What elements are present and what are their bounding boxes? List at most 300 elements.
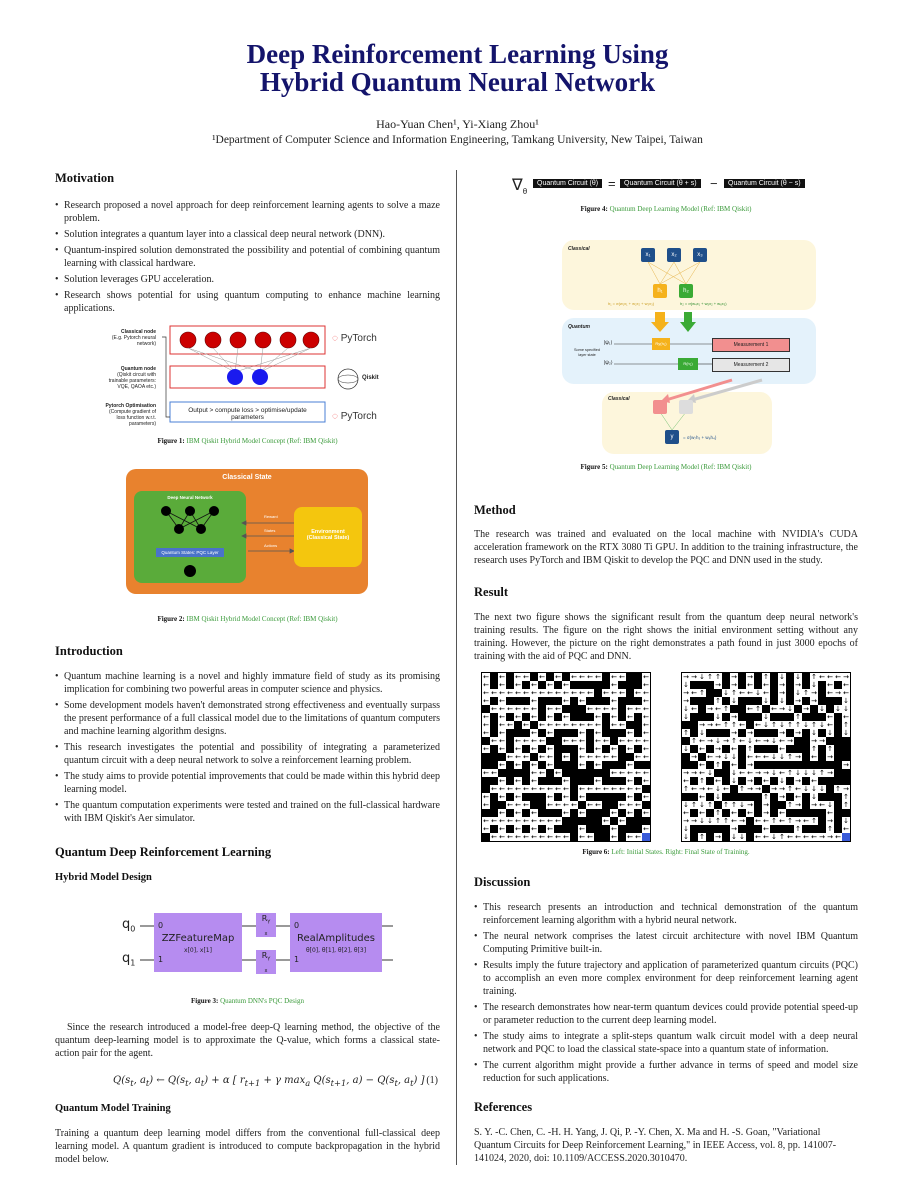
maze-cell: ← [595,801,601,809]
maze-cell: ↑ [787,769,793,777]
figure-4-caption: Figure 4: Quantum Deep Learning Model (Ref: IBM Qiskit) [580,205,752,213]
maze-cell [690,745,698,753]
maze-cell [570,793,578,801]
maze-cell [570,729,578,737]
maze-cell: ↑ [683,785,689,793]
maze-cell: ← [755,817,761,825]
maze-cell: ← [507,689,513,697]
maze-cell: ← [827,721,833,729]
maze-cell: → [779,785,785,793]
maze-cell [802,729,810,737]
maze-cell: ← [563,833,569,841]
maze-cell [554,793,562,801]
maze-cell [498,753,506,761]
maze-cell: ↑ [747,745,753,753]
zz-index-0: 0 [158,921,164,930]
maze-cell: ← [515,673,521,681]
maze-cell: ↑ [771,817,777,825]
maze-cell [738,713,746,721]
maze-cell: ← [539,673,545,681]
maze-cell [530,721,538,729]
figure-5-caption: Figure 5: Quantum Deep Learning Model (Ref: IBM Qiskit) [580,463,752,471]
output-box-text: Output > compute loss > optimise/update parameters [188,407,307,421]
maze-cell: ← [779,817,785,825]
maze-cell: ← [699,769,705,777]
maze-cell [634,793,642,801]
measurement-1: Measurement 1 [712,338,790,352]
maze-cell: ↓ [683,745,689,753]
maze-cell: ← [747,705,753,713]
maze-cell: ← [579,833,585,841]
maze-cell: ← [627,809,633,817]
maze-cell: ← [547,817,553,825]
maze-cell: ↑ [763,673,769,681]
maze-cell [482,785,490,793]
maze-cell [634,761,642,769]
maze-cell: ← [763,777,769,785]
maze-initial-state [481,672,651,842]
maze-cell: → [715,745,721,753]
maze-cell: ← [643,721,649,729]
maze-cell: ← [515,785,521,793]
maze-cell: ← [499,737,505,745]
method-text: The research was trained and evaluated on the local machine with NVIDIA's CUDA acceleration framework on the RTX 3080 Ti GPU. In addition to the training infrastructure, the research uses PyTorch and IBM Qiskit to develop the PQC and DNN used in the study. [474,529,858,566]
maze-cell [706,745,714,753]
maze-cell: ← [579,809,585,817]
maze-cell: → [707,721,713,729]
maze-cell [810,809,818,817]
maze-cell: ← [515,833,521,841]
maze-cell: ← [523,785,529,793]
maze-cell: ↑ [755,705,761,713]
maze-cell: ← [611,785,617,793]
maze-cell [546,777,554,785]
maze-cell [770,713,778,721]
maze-cell: ← [827,713,833,721]
maze-cell: ← [755,833,761,841]
maze-cell: ← [587,833,593,841]
maze-cell: ← [707,785,713,793]
list-item: • The neural network comprises the latest circuit architecture with novel IBM Quantum Computing Primitive built-in. [483,930,858,956]
maze-cell: ← [547,713,553,721]
maze-cell [490,745,498,753]
maze-cell: ← [611,697,617,705]
maze-cell [842,777,850,785]
maze-cell: → [795,697,801,705]
maze-cell: ↑ [723,817,729,825]
maze-cell [554,745,562,753]
maze-cell [570,697,578,705]
maze-cell [834,777,842,785]
maze-cell [738,809,746,817]
maze-cell [490,713,498,721]
maze-cell: ← [795,833,801,841]
maze-cell [690,793,698,801]
qdrl-section [55,846,440,884]
maze-cell: ← [731,745,737,753]
maze-cell [490,697,498,705]
maze-cell: ← [827,689,833,697]
maze-cell [770,777,778,785]
maze-cell: ← [587,801,593,809]
maze-cell: → [763,809,769,817]
maze-cell: ← [635,737,641,745]
maze-cell [586,817,594,825]
maze-cell [506,769,514,777]
maze-cell [786,761,794,769]
maze-cell [586,793,594,801]
maze-cell: → [819,833,825,841]
maze-cell [746,721,754,729]
maze-cell: ← [539,689,545,697]
h2-formula: h₂ = σ(w₄x₁ + w₅x₂ + w₆x₃) [680,301,727,306]
maze-cell: → [715,753,721,761]
maze-cell [506,745,514,753]
maze-cell: ← [611,705,617,713]
maze-cell [746,713,754,721]
maze-cell [722,809,730,817]
maze-cell [834,753,842,761]
maze-cell: ← [531,785,537,793]
maze-cell [738,825,746,833]
maze-cell [834,697,842,705]
maze-cell: ← [523,737,529,745]
maze-cell [746,817,754,825]
maze-cell: ← [619,769,625,777]
maze-cell [522,745,530,753]
maze-cell: ← [499,713,505,721]
maze-cell: ← [523,817,529,825]
maze-cell: ← [515,761,521,769]
maze-cell: → [747,761,753,769]
maze-cell [562,761,570,769]
maze-cell: ← [763,681,769,689]
method-section [474,504,858,567]
maze-cell: ← [499,825,505,833]
maze-cell [586,777,594,785]
maze-cell: ↓ [771,833,777,841]
maze-cell: ← [627,705,633,713]
maze-cell [618,681,626,689]
maze-cell: ← [539,785,545,793]
discussion-list [474,901,858,1085]
maze-cell: → [699,785,705,793]
maze-cell: ← [595,729,601,737]
maze-cell: ← [635,689,641,697]
maze-cell [514,721,522,729]
maze-cell: ← [531,697,537,705]
maze-cell: ← [555,833,561,841]
maze-cell [722,777,730,785]
list-item: • Some development models haven't demonstrated strong effectiveness and eventually surpass the present performance of a full classical model due to the limitations of quantum computers and machine learning algorithm designs. [64,699,440,738]
maze-cell: ← [499,745,505,753]
maze-cell: ← [843,713,849,721]
maze-cell [570,745,578,753]
maze-cell: ↑ [691,801,697,809]
maze-cell [634,697,642,705]
maze-cell [722,697,730,705]
maze-cell [602,801,610,809]
maze-cell [690,697,698,705]
maze-cell [602,713,610,721]
maze-cell: ↓ [843,697,849,705]
maze-cell: ← [643,689,649,697]
maze-cell: ← [531,769,537,777]
maze-cell: ↓ [723,753,729,761]
maze-cell: ← [547,825,553,833]
maze-cell [594,769,602,777]
maze-cell: → [747,673,753,681]
maze-cell [690,809,698,817]
maze-cell: → [747,801,753,809]
maze-cell [522,769,530,777]
realamplitudes-params: θ[0], θ[1], θ[2], θ[3] [305,947,367,954]
maze-cell [602,833,610,841]
maze-cell [794,761,802,769]
maze-cell: ↓ [843,729,849,737]
maze-cell: ← [483,689,489,697]
maze-cell: ← [643,793,649,801]
maze-cell [626,825,634,833]
maze-cell: ← [483,681,489,689]
q-value-paragraph: Since the research introduced a model-free deep-Q learning method, the objective of the quantum deep-learning model is to approximate the Q-value, which forms a classical state-action pair for the agent. [55,1022,440,1059]
maze-cell [594,681,602,689]
maze-cell: → [827,833,833,841]
maze-cell: ← [547,785,553,793]
maze-cell: ← [635,705,641,713]
maze-cell: ← [555,721,561,729]
maze-cell: ← [547,729,553,737]
maze-cell [754,777,762,785]
maze-cell: ← [747,689,753,697]
maze-cell: ← [627,769,633,777]
minus-symbol: − [710,176,718,191]
maze-cell [690,713,698,721]
maze-cell [698,825,706,833]
maze-cell [826,793,834,801]
maze-cell: ← [763,753,769,761]
maze-cell: ↓ [715,713,721,721]
maze-cell [618,753,626,761]
maze-cell [570,761,578,769]
maze-cell: ↑ [827,825,833,833]
maze-cell: ← [595,761,601,769]
maze-cell: ← [739,689,745,697]
maze-cell: ← [491,785,497,793]
figure-4 [512,175,822,197]
discussion-heading: Discussion [474,875,531,889]
maze-cell [602,761,610,769]
maze-cell: → [779,705,785,713]
maze-cell [546,673,554,681]
maze-cell: ← [499,809,505,817]
maze-cell: ← [699,761,705,769]
maze-cell [610,737,618,745]
maze-cell: ← [547,753,553,761]
maze-cell [746,833,754,841]
maze-cell [730,793,738,801]
maze-cell: ↓ [731,833,737,841]
maze-cell [826,777,834,785]
maze-cell: ↑ [683,729,689,737]
maze-cell [610,793,618,801]
maze-cell: ← [563,697,569,705]
maze-cell: ↓ [715,737,721,745]
maze-cell [842,833,850,841]
maze-cell: → [811,689,817,697]
discussion-section [474,876,858,1088]
h3-node [653,400,667,414]
maze-cell [770,801,778,809]
h2-node: h₂ [679,284,693,298]
maze-cell: ↑ [787,785,793,793]
maze-cell [810,761,818,769]
maze-cell [698,753,706,761]
reference-item: S. Y. -C. Chen, C. -H. H. Yang, J. Qi, P. -Y. Chen, X. Ma and H. -S. Goan, "Variational Quantum Circuits for Deep Reinforcement Learning," in IEEE Access, vol. 8, pp. 141007-141024, 2020, doi: 10.1109/ACCESS.2020.3010470. [474,1127,837,1164]
maze-cell: ↓ [771,753,777,761]
maze-cell: ← [515,825,521,833]
maze-cell [738,673,746,681]
maze-cell: → [827,817,833,825]
maze-cell: ← [611,753,617,761]
maze-cell: ← [571,801,577,809]
maze-cell: ← [579,793,585,801]
maze-cell: ↓ [731,769,737,777]
maze-cell [786,697,794,705]
maze-cell [522,697,530,705]
maze-cell: ↓ [811,769,817,777]
maze-cell [626,817,634,825]
maze-cell: ↓ [803,721,809,729]
motivation-heading: Motivation [55,171,115,185]
maze-cell: → [779,793,785,801]
maze-cell: ↑ [787,753,793,761]
maze-cell: → [715,833,721,841]
maze-cell: ↓ [683,825,689,833]
maze-cell: → [747,729,753,737]
maze-cell [602,777,610,785]
ra-index-0: 0 [294,921,300,930]
maze-cell [770,729,778,737]
maze-cell [634,713,642,721]
maze-cell [570,705,578,713]
maze-cell: ← [619,785,625,793]
maze-cell: ← [755,721,761,729]
maze-cell [554,729,562,737]
maze-cell [538,761,546,769]
maze-cell [762,785,770,793]
maze-cell: ← [611,713,617,721]
maze-cell: ↑ [731,721,737,729]
maze-cell: ↓ [819,721,825,729]
maze-cell [818,817,826,825]
introduction-heading: Introduction [55,644,123,658]
maze-cell: ← [531,825,537,833]
maze-cell [810,825,818,833]
maze-cell [594,697,602,705]
maze-cell: ← [779,769,785,777]
maze-cell [706,809,714,817]
maze-cell: ↑ [795,825,801,833]
maze-cell [554,697,562,705]
maze-cell: ← [779,745,785,753]
maze-cell [610,761,618,769]
maze-cell: ↓ [763,721,769,729]
maze-cell: ← [771,705,777,713]
maze-cell: ← [579,729,585,737]
maze-cell [642,785,650,793]
maze-cell: ↑ [731,737,737,745]
maze-cell: ← [539,833,545,841]
maze-cell [578,801,586,809]
maze-cell: ↑ [715,697,721,705]
maze-cell: ← [699,793,705,801]
ry-h1-gate: Ry(h₁) [652,338,670,350]
maze-cell [818,713,826,721]
maze-cell [818,761,826,769]
maze-cell [778,825,786,833]
hybrid-model-subheading: Hybrid Model Design [55,872,152,883]
maze-cell [826,705,834,713]
maze-cell [754,809,762,817]
maze-cell [722,713,730,721]
maze-cell: ← [571,673,577,681]
title-line-1: Deep Reinforcement Learning Using [246,39,669,69]
maze-cell [834,817,842,825]
maze-cell: ← [611,681,617,689]
maze-cell [602,697,610,705]
maze-cell [722,833,730,841]
maze-cell: ← [491,689,497,697]
maze-cell [578,713,586,721]
maze-cell: ← [547,681,553,689]
method-heading: Method [474,503,516,517]
maze-cell: ← [483,817,489,825]
maze-cell [642,817,650,825]
dnn-label: Deep Neural Network [167,495,213,500]
maze-cell [834,801,842,809]
maze-cell [706,793,714,801]
maze-cell: ← [643,753,649,761]
maze-cell: ← [587,705,593,713]
maze-cell: ↓ [795,689,801,697]
maze-cell [626,721,634,729]
maze-cell [762,705,770,713]
maze-cell [554,681,562,689]
maze-cell: ↑ [795,721,801,729]
maze-cell: ↓ [771,769,777,777]
maze-cell: → [699,721,705,729]
maze-cell: → [739,817,745,825]
maze-cell: → [731,713,737,721]
quantum-training-subheading: Quantum Model Training [55,1103,171,1114]
maze-cell [538,697,546,705]
maze-cell [722,761,730,769]
maze-cell [586,769,594,777]
maze-cell [482,761,490,769]
list-item: • Research proposed a novel approach for deep reinforcement learning agents to solve a maze problem. [64,199,440,225]
maze-cell: ← [523,705,529,713]
maze-cell: ← [531,681,537,689]
maze-cell: ← [579,721,585,729]
maze-cell: ← [627,785,633,793]
maze-cell [802,793,810,801]
maze-cell: → [779,729,785,737]
maze-cell: ← [531,761,537,769]
figure-1-caption: Figure 1: IBM Qiskit Hybrid Model Concept (Ref: IBM Qiskit) [157,437,338,445]
maze-cell [562,769,570,777]
maze-cell [634,673,642,681]
